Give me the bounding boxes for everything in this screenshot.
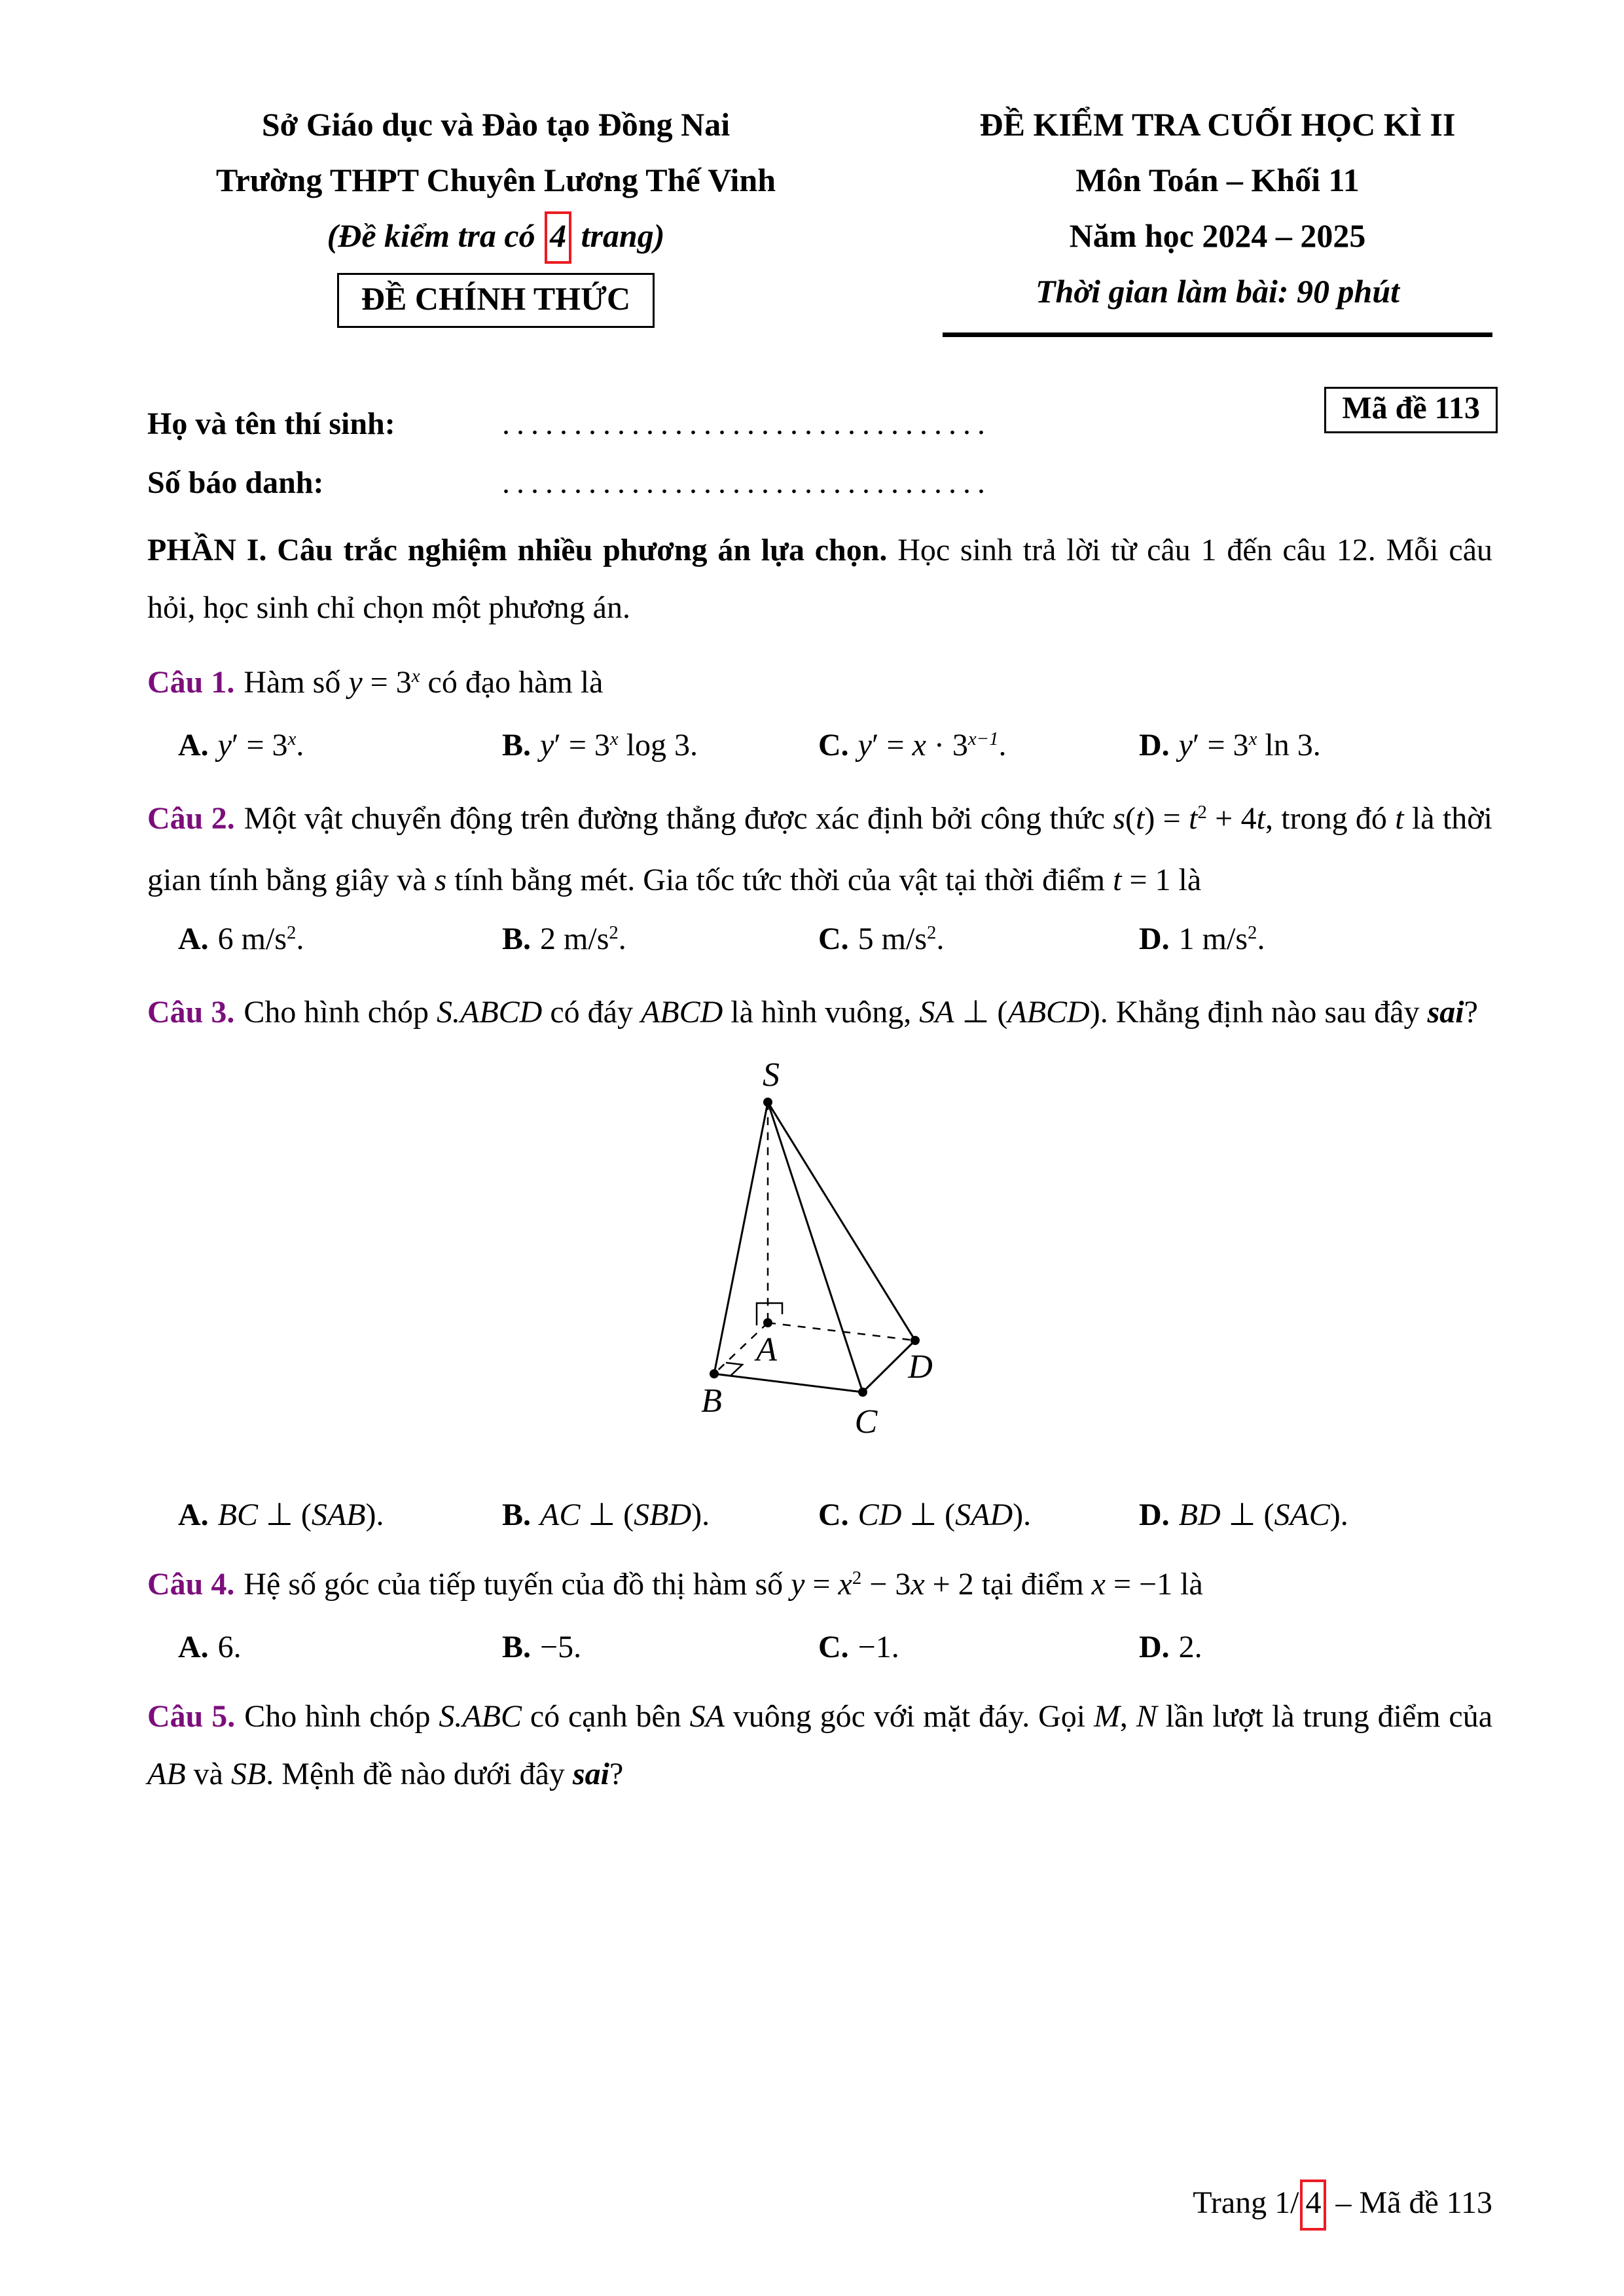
edge-BC bbox=[714, 1374, 863, 1392]
exam-title: ĐỀ KIỂM TRA CUỐI HỌC KÌ II bbox=[979, 106, 1456, 143]
edge-SC bbox=[768, 1102, 863, 1392]
question-1-options bbox=[147, 722, 1492, 773]
question-4-option-c: C. −1. bbox=[818, 1630, 899, 1664]
candidate-id-row bbox=[147, 454, 1492, 512]
question-3-text bbox=[147, 984, 1492, 1041]
question-1-text bbox=[147, 654, 1492, 715]
exam-code-badge: Mã đề 113 bbox=[1324, 387, 1498, 433]
question-2-text bbox=[147, 790, 1492, 909]
question-3-label: Câu 3. bbox=[147, 995, 235, 1030]
question-2-option-b: B. 2 $m/s^2$. bbox=[502, 922, 626, 956]
question-3-figure bbox=[616, 1058, 983, 1485]
header bbox=[147, 97, 1492, 337]
edge-SD bbox=[768, 1102, 915, 1340]
question-3-body: Cho hình chóp S.ABCD có đáy ABCD là hình vuông, SA ⊥ (ABCD). Khẳng định nào sau đây sai? bbox=[244, 995, 1478, 1030]
part1-intro: PHẦN I. Câu trắc nghiệm nhiều phương án lựa chọn. Học sinh trả lời từ câu 1 đến câu 12. Mỗi câu hỏi, học sinh chỉ chọn một phương án. bbox=[147, 533, 1492, 625]
question-2 bbox=[147, 790, 1492, 967]
pages-note: (Đề kiểm tra có 4 trang) bbox=[147, 208, 844, 264]
pyramid-sabcd-figure bbox=[616, 1058, 983, 1477]
vertex-label-A: A bbox=[755, 1331, 777, 1369]
question-4-option-a: A. 6. bbox=[178, 1630, 242, 1664]
question-1-option-c: C. $y' = x \cdot 3^{x-1}$. bbox=[818, 728, 1007, 762]
question-4-text bbox=[147, 1556, 1492, 1617]
question-5-label: Câu 5. bbox=[147, 1699, 236, 1734]
question-2-option-d: D. 1 $m/s^2$. bbox=[1139, 922, 1265, 956]
vertex-label-D: D bbox=[907, 1348, 933, 1386]
question-2-options bbox=[147, 916, 1492, 967]
edge-CD bbox=[863, 1340, 915, 1392]
question-1-option-b: B. $y' = 3^x$ log 3. bbox=[502, 728, 698, 762]
candidate-name-label: Họ và tên thí sinh: bbox=[147, 406, 395, 441]
vertex-label-C: C bbox=[854, 1403, 877, 1441]
candidate-name-dotted-line: .................................. bbox=[502, 406, 992, 441]
school-year: Năm học 2024 – 2025 bbox=[1069, 217, 1366, 254]
vertex-dot-A bbox=[763, 1318, 772, 1327]
vertex-dot-B bbox=[710, 1369, 719, 1378]
vertex-label-S: S bbox=[762, 1058, 780, 1094]
vertex-dot-C bbox=[858, 1388, 867, 1397]
exam-subject: Môn Toán – Khối 11 bbox=[1075, 162, 1360, 198]
question-4-label: Câu 4. bbox=[147, 1567, 235, 1602]
question-4-option-d: D. 2. bbox=[1139, 1630, 1202, 1664]
question-3-option-c: C. CD ⊥ (SAD). bbox=[818, 1498, 1032, 1532]
question-4 bbox=[147, 1556, 1492, 1671]
question-4-option-b: B. −5. bbox=[502, 1630, 582, 1664]
question-3-option-b: B. AC ⊥ (SBD). bbox=[502, 1498, 710, 1532]
question-1 bbox=[147, 654, 1492, 773]
candidate-id-label: Số báo danh: bbox=[147, 465, 324, 500]
question-5-text bbox=[147, 1688, 1492, 1803]
school-name: Trường THPT Chuyên Lương Thế Vinh bbox=[215, 162, 776, 198]
question-3-options bbox=[147, 1492, 1492, 1539]
page-footer: Trang 1/ 4 – Mã đề 113 bbox=[1193, 2185, 1492, 2221]
question-2-option-c: C. 5 $m/s^2$. bbox=[818, 922, 945, 956]
right-angle-mark-B bbox=[726, 1363, 742, 1376]
vertex-dot-D bbox=[911, 1336, 920, 1345]
question-3-option-a: A. BC ⊥ (SAB). bbox=[178, 1498, 384, 1532]
exam-duration: Thời gian làm bài: 90 phút bbox=[1035, 273, 1400, 310]
candidate-section bbox=[147, 391, 1492, 512]
header-left bbox=[147, 97, 844, 337]
vertex-label-B: B bbox=[700, 1382, 722, 1420]
question-3 bbox=[147, 984, 1492, 1539]
question-2-body: Một vật chuyển động trên đường thẳng được xác định bởi công thức $s(t) = t^2 + 4t$, trong đó t là thời gian tính bằng giây và s tính bằng mét. Gia tốc tức thời của vật tại thời điểm t = 1 là bbox=[147, 801, 1492, 897]
question-2-label: Câu 2. bbox=[147, 801, 235, 836]
header-right bbox=[943, 97, 1492, 337]
question-1-label: Câu 1. bbox=[147, 665, 235, 700]
candidate-id-dotted-line: .................................. bbox=[502, 465, 992, 500]
header-divider-rule bbox=[943, 332, 1492, 337]
candidate-name-row bbox=[147, 395, 1492, 454]
question-5 bbox=[147, 1688, 1492, 1803]
question-1-option-a: A. $y' = 3^x$. bbox=[178, 728, 304, 762]
question-5-body: Cho hình chóp S.ABC có cạnh bên SA vuông góc với mặt đáy. Gọi M, N lần lượt là trung điểm của AB và SB. Mệnh đề nào dưới đây sai? bbox=[147, 1699, 1493, 1791]
question-4-options bbox=[147, 1624, 1492, 1671]
vertex-dot-S bbox=[763, 1098, 772, 1107]
question-1-option-d: D. $y' = 3^x$ ln 3. bbox=[1139, 728, 1321, 762]
department-name: Sở Giáo dục và Đào tạo Đồng Nai bbox=[261, 106, 731, 143]
question-4-body: Hệ số góc của tiếp tuyến của đồ thị hàm số $y = x^2 - 3x + 2$ tại điểm x = −1 là bbox=[244, 1567, 1203, 1602]
official-exam-box: ĐỀ CHÍNH THỨC bbox=[337, 273, 655, 328]
question-1-body: Hàm số $y = 3^x$ có đạo hàm là bbox=[244, 665, 604, 700]
question-2-option-a: A. 6 $m/s^2$. bbox=[178, 922, 304, 956]
question-3-option-d: D. BD ⊥ (SAC). bbox=[1139, 1498, 1348, 1532]
